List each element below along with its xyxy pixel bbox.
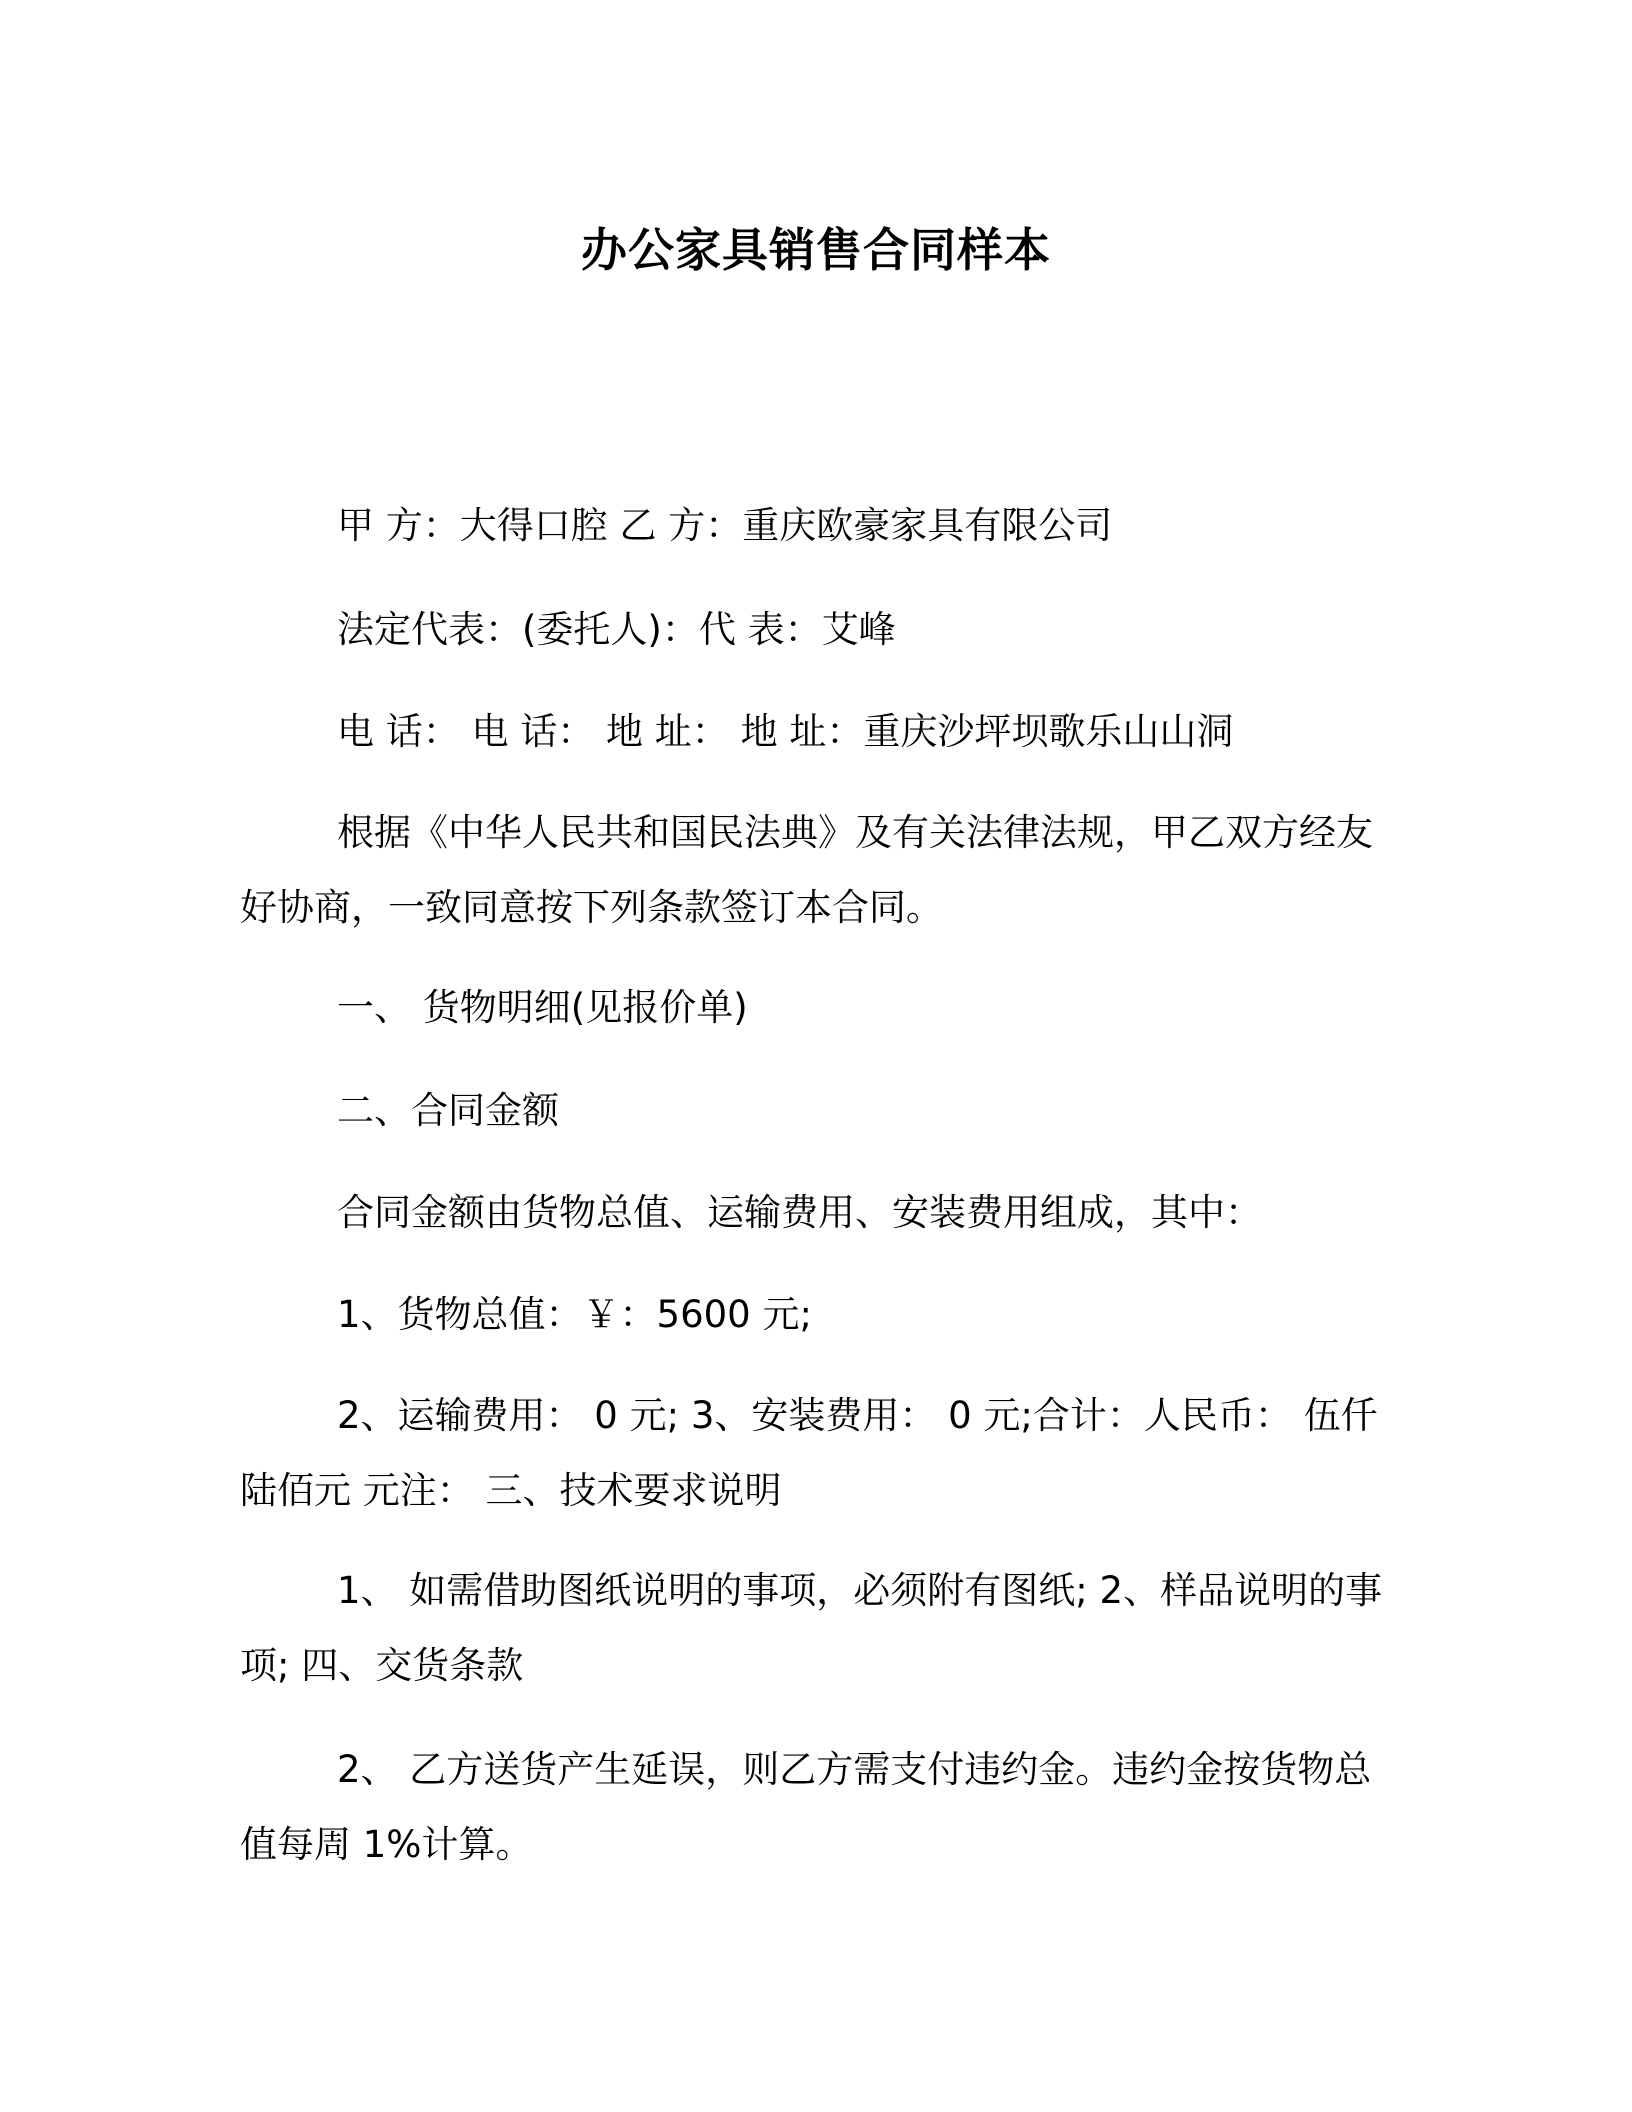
section-amount-heading: 二、合同金额 <box>337 1089 559 1132</box>
technical-requirements-paragraph: 1、 如需借助图纸说明的事项，必须附有图纸; 2、样品说明的事项; 四、交货条款 <box>240 1569 1383 1687</box>
section-goods-heading: 一、 货物明细(见报价单) <box>337 986 748 1029</box>
delivery-delay-paragraph: 2、 乙方送货产生延误，则乙方需支付违约金。违约金按货物总值每周 1%计算。 <box>240 1748 1372 1866</box>
goods-value-line: 1、货物总值：￥：5600 元; <box>337 1293 812 1336</box>
representative-line: 法定代表：(委托人)：代 表：艾峰 <box>337 608 896 651</box>
contact-line: 电 话： 电 话： 地 址： 地 址：重庆沙坪坝歌乐山山洞 <box>337 710 1234 753</box>
party-line: 甲 方：大得口腔 乙 方：重庆欧豪家具有限公司 <box>337 504 1113 547</box>
fees-total-paragraph: 2、运输费用： 0 元; 3、安装费用： 0 元;合计：人民币： 伍仟陆佰元 元注： 三、技术要求说明 <box>240 1394 1378 1512</box>
amount-composition-paragraph: 合同金额由货物总值、运输费用、安装费用组成，其中： <box>337 1191 1262 1234</box>
preamble-paragraph: 根据《中华人民共和国民法典》及有关法律法规，甲乙双方经友好协商，一致同意按下列条款签订本合同。 <box>240 811 1373 929</box>
document-title: 办公家具销售合同样本 <box>581 223 1051 277</box>
